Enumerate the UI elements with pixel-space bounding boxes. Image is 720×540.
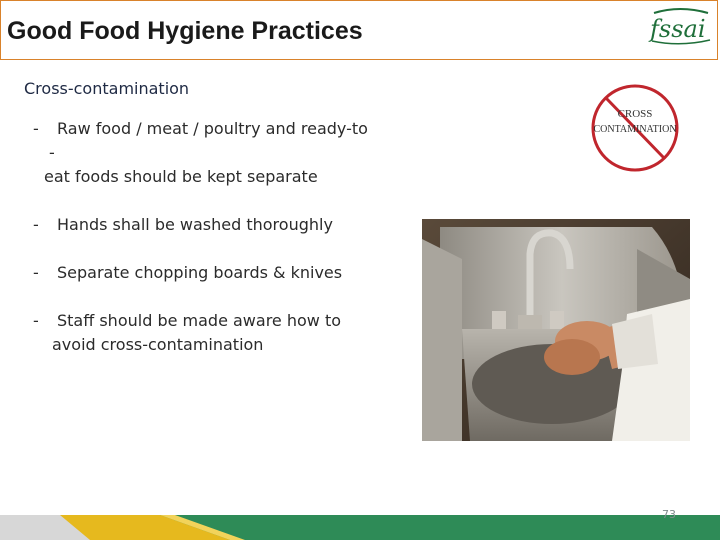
logo-text: fssai [650, 15, 706, 43]
bullet-item [33, 261, 342, 285]
section-subtitle: Cross-contamination [24, 79, 190, 98]
slide-title: Good Food Hygiene Practices [7, 17, 363, 45]
bullet-dash: - [33, 215, 39, 234]
sign-text-line2: CONTAMINATION [593, 124, 677, 135]
sign-text-line1: CROSS [617, 108, 653, 120]
bullet-text: Hands shall be washed thoroughly [57, 215, 333, 234]
bullet-line: eat foods should be kept separate [44, 167, 318, 186]
bullet-line: - [49, 143, 55, 162]
page-number: 73 [662, 508, 676, 521]
bullet-text: Staff should be made aware how to [57, 311, 342, 330]
bullet-item [33, 213, 333, 237]
no-cross-contamination-sign [586, 83, 686, 173]
footer-decorative-bar [0, 515, 720, 540]
bullet-line: avoid cross-contamination [52, 335, 264, 354]
bullet-text: Raw food / meat / poultry and ready-to [57, 119, 368, 138]
bullet-dash: - [33, 263, 39, 282]
bullet-dash: - [33, 311, 39, 330]
bullet-item [33, 309, 341, 333]
bullet-text: Separate chopping boards & knives [57, 263, 343, 282]
bullet-item [33, 117, 368, 141]
handwashing-photo [422, 219, 690, 441]
fssai-logo [646, 7, 714, 47]
bullet-dash: - [33, 119, 39, 138]
slide-header [0, 0, 718, 60]
